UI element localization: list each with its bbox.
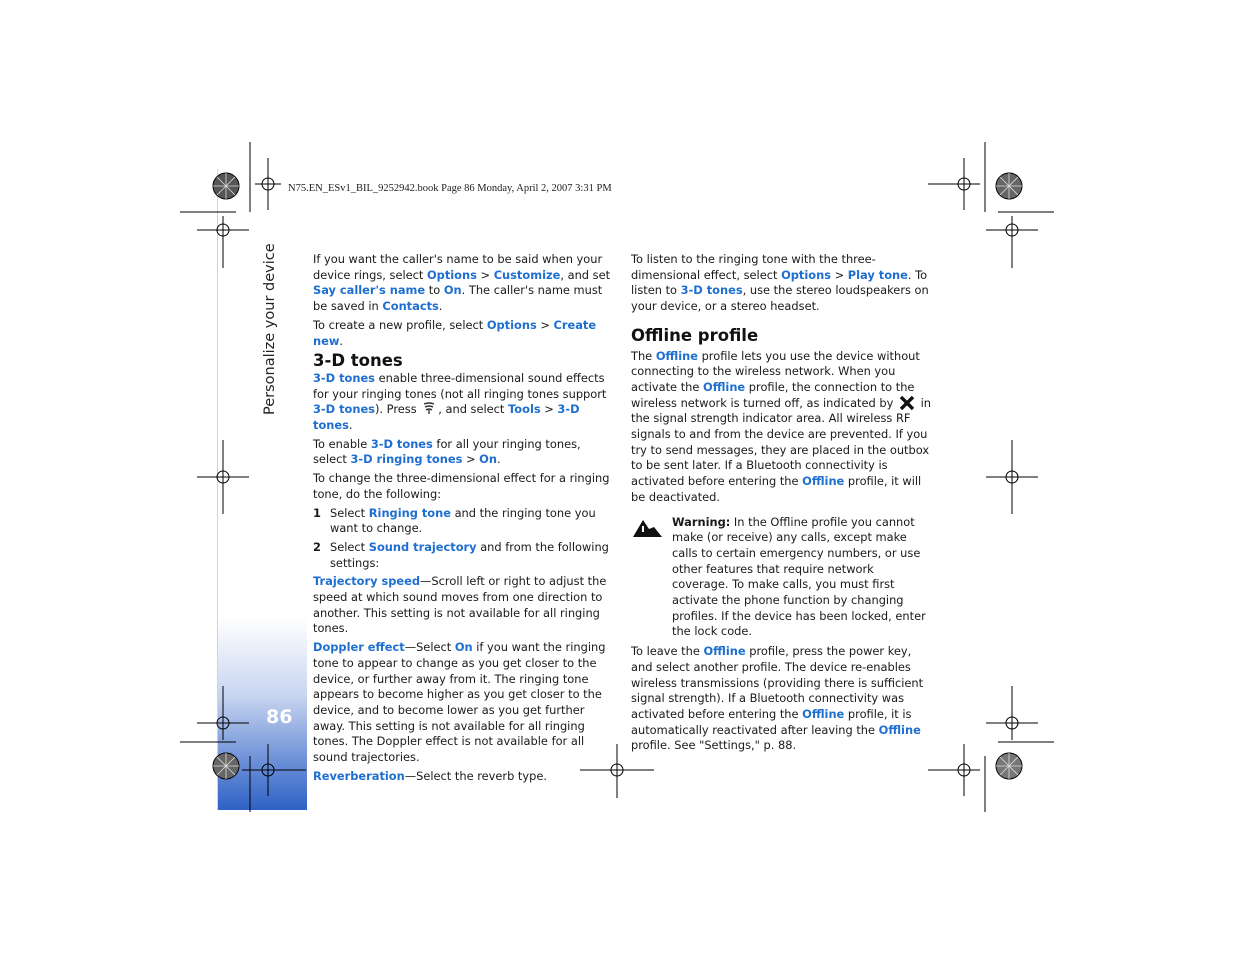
page-number: 86	[266, 706, 293, 728]
paragraph: To enable 3-D tones for all your ringing tones, select 3-D ringing tones > On.	[313, 436, 581, 467]
warning-text: Warning: In the Offline profile you cannot make (or receive) any calls, except make calls to certain emergency numbers, or use other features that require network coverage. To make calls, you must first activate the phone function by changing profiles. If the device has been locked, enter the lock code.	[672, 514, 926, 639]
paragraph: To leave the Offline profile, press the power key, and select another profile. The device re-enables wireless transmissions (providing there is sufficient signal strength). If a Bluetooth connectivity was activated before entering the Offline profile, it is automatically reactivated after leaving the Offline profile. See "Settings," p. 88.	[631, 644, 924, 753]
section-title: Personalize your device	[262, 243, 278, 415]
paragraph: To listen to the ringing tone with the three-dimensional effect, select Options > Play tone. To listen to 3-D tones, use the stereo loudspeakers on your device, or a stereo headset.	[631, 252, 929, 314]
paragraph: If you want the caller's name to be said when your device rings, select Options > Customize, and set Say caller's name to On. The caller's name must be saved in Contacts.	[313, 252, 611, 314]
print-header: N75.EN_ESv1_BIL_9252942.book Page 86 Monday, April 2, 2007 3:31 PM	[288, 183, 612, 194]
menu-key-icon	[422, 402, 436, 415]
step-1: 1 Select Ringing tone and the ringing tone you want to change.	[313, 505, 596, 536]
left-column	[313, 252, 618, 788]
setting-trajectory-speed: Trajectory speed—Scroll left or right to adjust the speed at which sound moves from one direction to another. This setting is not available for all ringing tones.	[313, 574, 607, 636]
setting-doppler-effect: Doppler effect—Select On if you want the ringing tone to appear to change as you get closer to the device, or further away from it. The ringing tone appears to become higher as you get closer to the device, and to become lower as you get further away. This setting is not available for all ringing tones. The Doppler effect is not available for all sound trajectories.	[313, 640, 606, 765]
paragraph: To create a new profile, select Options > Create new.	[313, 317, 597, 348]
paragraph: 3-D tones enable three-dimensional sound effects for your ringing tones (not all ringing tones support 3-D tones). Press , and select Tools > 3-D tones.	[313, 370, 607, 433]
step-2: 2 Select Sound trajectory and from the following settings:	[313, 539, 609, 570]
offline-x-icon	[899, 396, 915, 410]
warning-icon	[631, 517, 665, 539]
paragraph: The Offline profile lets you use the device without connecting to the wireless network. When you activate the Offline profile, the connection to the wireless network is turned off, as indicated by in the signal strength indicator area. All wireless RF signals to and from the device are prevented. If you try to send messages, they are placed in the outbox to be sent later. If a Bluetooth connectivity is activated before entering the Offline profile, it will be deactivated.	[631, 348, 931, 504]
right-column	[631, 252, 933, 757]
setting-reverberation: Reverberation—Select the reverb type.	[313, 768, 547, 783]
heading-offline-profile: Offline profile	[631, 325, 759, 345]
paragraph: To change the three-dimensional effect for a ringing tone, do the following:	[313, 471, 610, 501]
warning-note	[631, 515, 933, 641]
heading-3d-tones: 3-D tones	[313, 351, 403, 371]
